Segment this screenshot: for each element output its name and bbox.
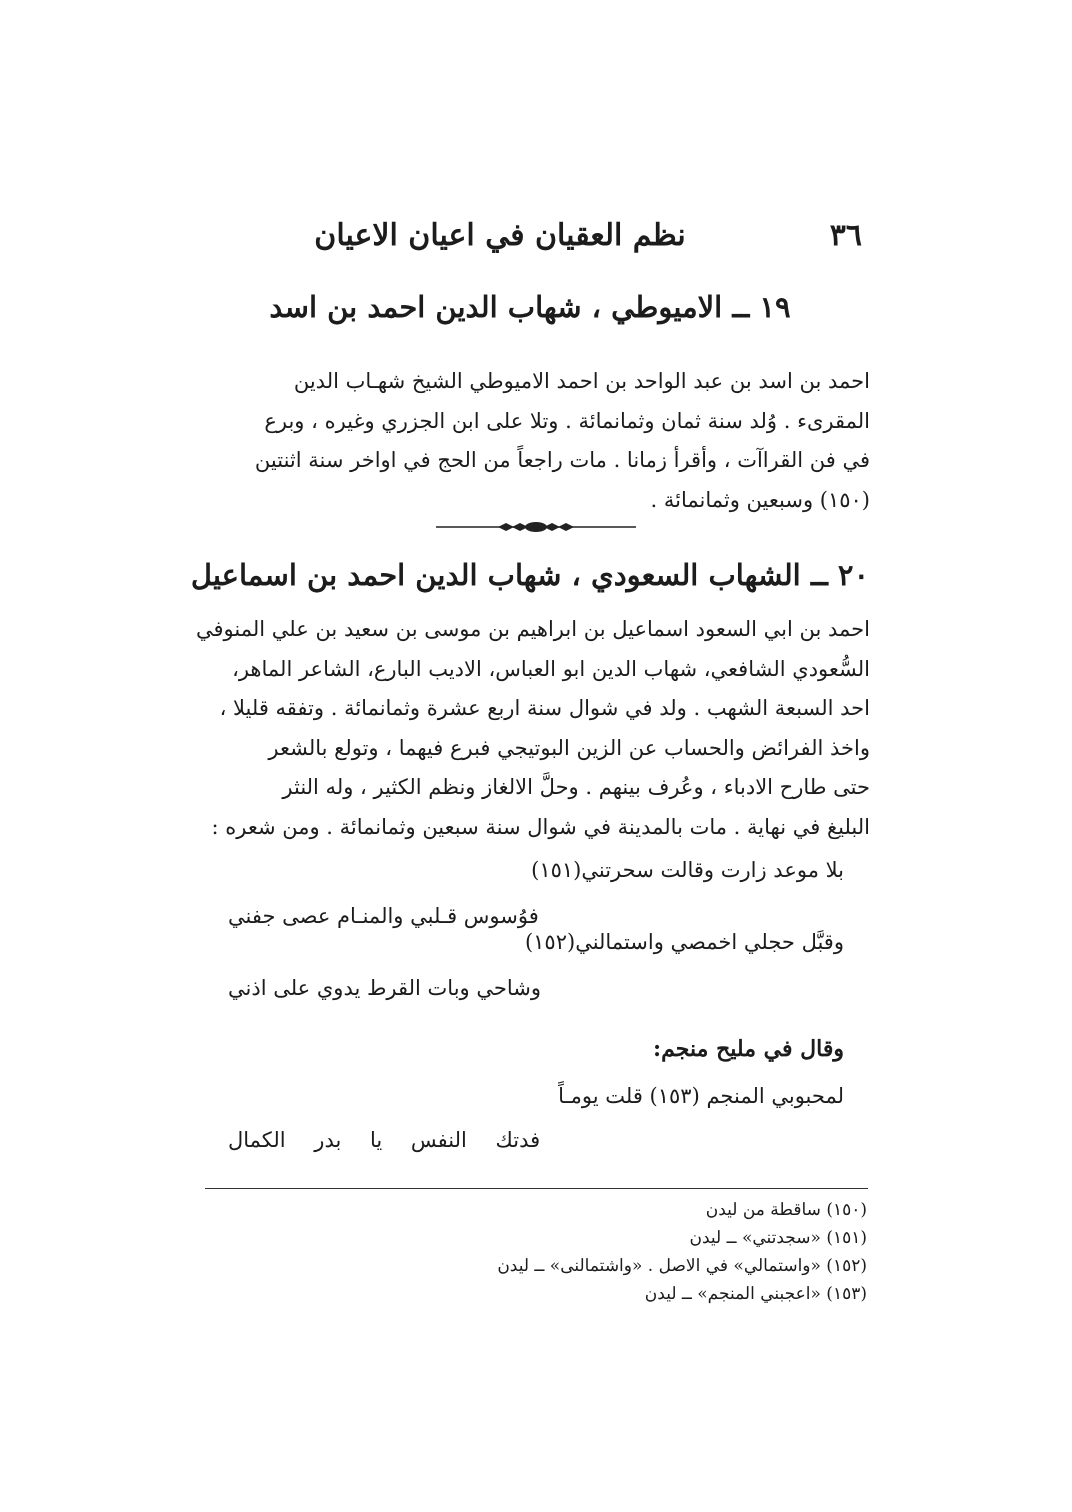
section-divider-ornament	[436, 520, 636, 534]
footnote-153: (١٥٣) «اعجبني المنجم» ــ ليدن	[644, 1284, 867, 1304]
entry-20-line: واخذ الفرائض والحساب عن الزين البوتيجي فبرع فيهما ، وتولع بالشعر	[268, 735, 870, 760]
entry-20-body	[188, 610, 870, 847]
poem-1-verse-1-first-hemistich: بلا موعد زارت وقالت سحرتني(١٥١)	[531, 858, 844, 882]
entry-20-line: احمد بن ابي السعود اسماعيل بن ابراهيم بن موسى بن سعيد بن علي المنوفي	[196, 617, 870, 641]
poem-2-verse-1-first-hemistich: لمحبوبي المنجم (١٥٣) قلت يومـاً	[558, 1084, 844, 1108]
poem-2-verse-1-second-hemistich: فدتك النفس يا بدر الكمال	[228, 1128, 541, 1152]
entry-20-line: حتى طارح الادباء ، وعُرف بينهم . وحلَّ الالغاز ونظم الكثير ، وله النثر	[282, 775, 870, 799]
entry-19-line: المقرىء . وُلد سنة ثمان وثمانمائة . وتلا على ابن الجزري وغيره ، وبرع	[264, 408, 870, 433]
entry-19-line: (١٥٠) وسبعين وثمانمائة .	[650, 487, 870, 512]
footnote-separator	[205, 1188, 868, 1189]
entry-19-title: ١٩ ــ الاميوطي ، شهاب الدين احمد بن اسد	[269, 290, 791, 324]
entry-20-title: ٢٠ ــ الشهاب السعودي ، شهاب الدين احمد بن اسماعيل	[190, 558, 870, 592]
running-title: نظم العقيان في اعيان الاعيان	[314, 218, 686, 253]
poem-2-intro: وقال في مليح منجم:	[653, 1036, 844, 1062]
entry-20-line: احد السبعة الشهب . ولد في شوال سنة اربع عشرة وثمانمائة . وتفقه قليلا ،	[219, 696, 870, 720]
entry-19-line: في فن القراآت ، وأقرأ زمانا . مات راجعاً من الحج في اواخر سنة اثنتين	[254, 448, 870, 472]
poem-1-verse-1-second-hemistich: فوُسوس قـلبي والمنـام عصى جفني	[228, 904, 539, 928]
entry-19-body	[188, 362, 870, 520]
footnote-150: (١٥٠) ساقطة من ليدن	[705, 1200, 867, 1220]
footnote-151: (١٥١) «سجدتني» ــ ليدن	[689, 1228, 867, 1248]
page-number: ٣٦	[829, 218, 862, 253]
poem-1-verse-2-second-hemistich: وشاحي وبات القرط يدوي على اذني	[228, 976, 541, 1000]
page-header	[200, 210, 872, 270]
footnote-152: (١٥٢) «واستمالي» في الاصل . «واشتمالنى» ــ ليدن	[497, 1256, 867, 1276]
entry-19-line: احمد بن اسد بن عبد الواحد بن احمد الاميوطي الشيخ شهـاب الدين	[293, 369, 870, 393]
entry-20-line: البليغ في نهاية . مات بالمدينة في شوال سنة سبعين وثمانمائة . ومن شعره :	[211, 814, 870, 839]
poem-1-verse-2-first-hemistich: وقبَّل حجلي اخمصي واستمالني(١٥٢)	[524, 930, 844, 954]
entry-20-line: السُّعودي الشافعي، شهاب الدين ابو العباس، الاديب البارع، الشاعر الماهر،	[232, 656, 870, 681]
